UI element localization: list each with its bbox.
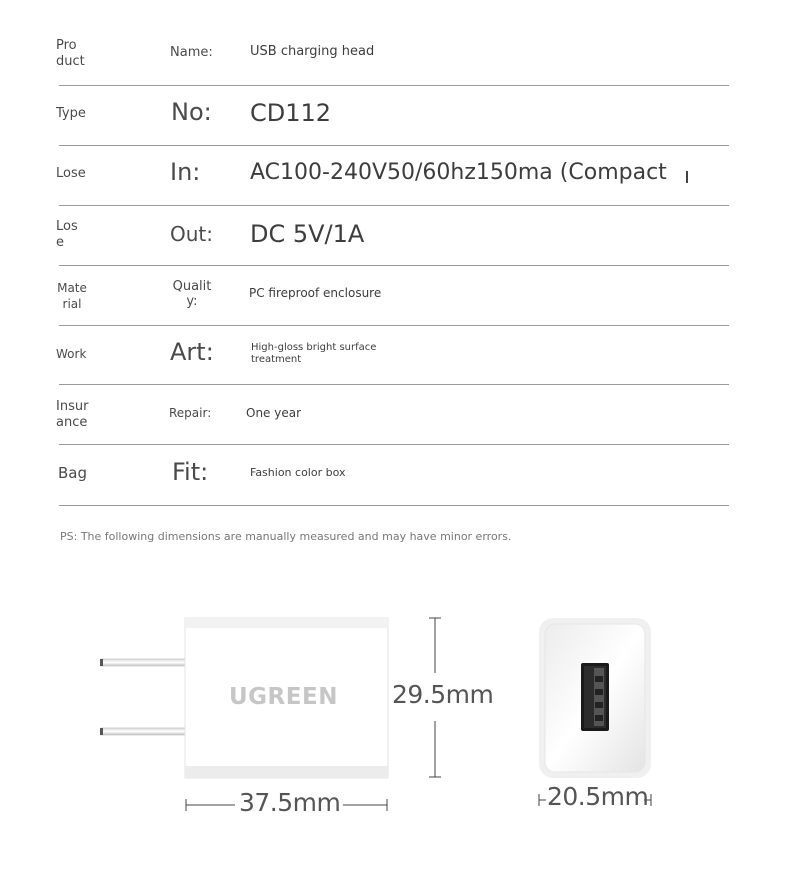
spec-row-value: DC 5V/1A — [250, 220, 365, 248]
spec-row-packaging — [0, 445, 790, 506]
spec-row-product-name — [0, 25, 790, 85]
spec-row-type-no — [0, 86, 790, 146]
spec-row-label: Fit: — [172, 458, 209, 486]
spec-row-input — [0, 146, 790, 206]
ugreen-logo: UGREEN — [229, 684, 338, 710]
spec-row-value: USB charging head — [250, 44, 375, 59]
spec-row-value: High-gloss bright surface treatment — [251, 342, 377, 365]
spec-row-label: In: — [170, 158, 201, 186]
height-dimension-label: 29.5mm — [392, 680, 494, 709]
plug-prong-bottom — [101, 728, 187, 735]
row-divider — [59, 505, 729, 506]
plug-prong-top — [101, 659, 187, 666]
measurement-note: PS: The following dimensions are manually measured and may have minor errors. — [60, 530, 512, 543]
spec-row-category: Lose — [56, 166, 86, 181]
usb-port-icon — [581, 663, 609, 731]
spec-row-category: Mate rial — [57, 281, 87, 311]
product-dimensions-figure — [0, 600, 790, 840]
spec-row-category: Los e — [56, 219, 78, 250]
truncation-mark — [686, 171, 688, 183]
spec-row-label: Repair: — [169, 406, 212, 420]
spec-row-label: Qualit y: — [172, 279, 212, 309]
spec-row-value: PC fireproof enclosure — [249, 286, 382, 300]
depth-dimension-label: 20.5mm — [547, 782, 649, 811]
spec-row-label: No: — [171, 98, 212, 126]
spec-row-category: Insur ance — [56, 399, 89, 430]
spec-row-value: AC100-240V50/60hz150ma (Compact — [250, 160, 667, 185]
spec-row-category: Pro duct — [56, 38, 85, 69]
spec-row-material — [0, 266, 790, 326]
spec-row-label: Art: — [170, 338, 214, 366]
width-dimension-label: 37.5mm — [239, 788, 341, 817]
spec-row-value: CD112 — [250, 99, 332, 127]
spec-row-warranty — [0, 385, 790, 445]
spec-row-category: Type — [56, 106, 86, 121]
spec-row-category: Bag — [58, 464, 88, 482]
spec-row-output — [0, 206, 790, 266]
spec-row-value: One year — [246, 406, 302, 420]
spec-row-label: Out: — [170, 222, 213, 246]
spec-row-value: Fashion color box — [250, 466, 346, 479]
spec-row-workmanship — [0, 326, 790, 385]
charger-front-view — [536, 616, 656, 781]
spec-row-category: Work — [56, 347, 87, 361]
spec-row-label: Name: — [170, 45, 213, 60]
